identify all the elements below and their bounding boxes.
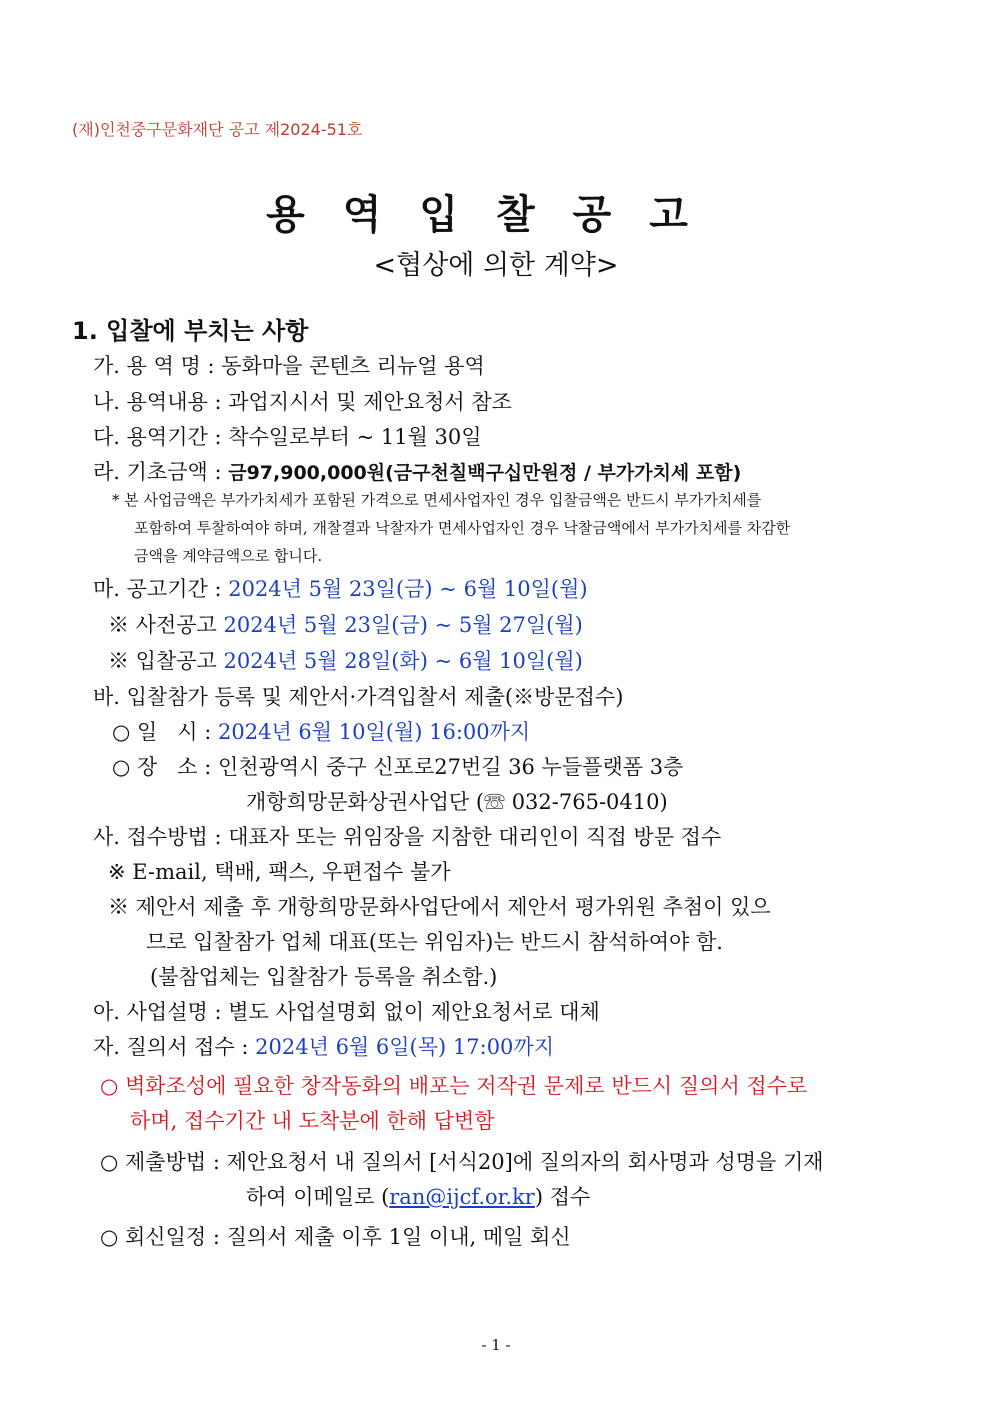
item-registration-place-detail: 개항희망문화상권사업단 (☏ 032-765-0410) [246,790,668,814]
inquiry-submit-text-a: 하여 이메일로 ( [246,1185,390,1209]
item-submission-method: 사. 접수방법 : 대표자 또는 위임장을 지참한 대리인이 직접 방문 접수 [93,825,722,849]
item-service-name: 가. 용 역 명 : 동화마을 콘텐츠 리뉴얼 용역 [93,354,485,378]
notice-period-value: 2024년 5월 23일(금) ~ 6월 10일(월) [228,577,588,601]
notice-period-label: 마. 공고기간 : [93,577,229,601]
base-amount-value: 금97,900,000원(금구천칠백구십만원정 / 부가가치세 포함) [228,462,742,484]
item-business-briefing: 아. 사업설명 : 별도 사업설명회 없이 제안요청서로 대체 [93,1000,600,1024]
base-amount-note [112,486,790,570]
inquiry-value: 2024년 6월 6일(목) 17:00까지 [255,1035,554,1059]
pre-notice-label: ※ 사전공고 [108,613,224,637]
item-pre-notice [108,609,583,639]
submission-note-2b: 므로 입찰참가 업체 대표(또는 위임자)는 반드시 참석하여야 함. [146,930,723,954]
submission-note-2c: (불참업체는 입찰참가 등록을 취소함.) [150,965,498,989]
submission-note-1: ※ E-mail, 택배, 팩스, 우편접수 불가 [108,860,451,884]
notice-number: (재)인천중구문화재단 공고 제2024-51호 [72,120,363,139]
item-bid-notice [108,645,583,675]
note-line-1: * 본 사업금액은 부가가치세가 포함된 가격으로 면세사업자인 경우 입찰금액은 반드시 부가가치세를 [112,491,762,509]
page-number: - 1 - [481,1336,511,1354]
pre-notice-value: 2024년 5월 23일(금) ~ 5월 27일(월) [223,613,583,637]
inquiry-submit-text-b: ) 접수 [534,1185,591,1209]
section-heading: 1. 입찰에 부치는 사항 [72,317,309,345]
inquiry-submit-method-2 [246,1181,590,1211]
base-amount-label: 라. 기초금액 : [93,460,229,484]
inquiry-reply-schedule: ○ 회신일정 : 질의서 제출 이후 1일 이내, 메일 회신 [100,1225,571,1249]
inquiry-email-link[interactable]: ran@ijcf.or.kr [389,1185,535,1209]
item-registration-time [112,716,530,746]
page-title: 용역입찰공고 [266,192,726,238]
inquiry-warning-2: 하며, 접수기간 내 도착분에 한해 답변함 [130,1109,495,1133]
item-registration-place: ○ 장 소 : 인천광역시 중구 신포로27번길 36 누들플랫폼 3층 [112,755,684,779]
item-notice-period [93,573,588,603]
item-base-amount [93,456,741,486]
item-service-content: 나. 용역내용 : 과업지시서 및 제안요청서 참조 [93,390,512,414]
item-service-period: 다. 용역기간 : 착수일로부터 ~ 11월 30일 [93,425,482,449]
registration-time-value: 2024년 6월 10일(월) 16:00까지 [218,720,531,744]
note-line-3: 금액을 계약금액으로 합니다. [134,547,323,565]
registration-time-label: ○ 일 시 : [112,720,219,744]
note-line-2: 포함하여 투찰하여야 하며, 개찰결과 낙찰자가 면세사업자인 경우 낙찰금액에서 부가가치세를 차감한 [134,519,791,537]
submission-note-2a: ※ 제안서 제출 후 개항희망문화사업단에서 제안서 평가위원 추첨이 있으 [108,895,771,919]
item-inquiry [93,1031,554,1061]
inquiry-submit-method: ○ 제출방법 : 제안요청서 내 질의서 [서식20]에 질의자의 회사명과 성명을 기재 [100,1150,824,1174]
bid-notice-value: 2024년 5월 28일(화) ~ 6월 10일(월) [223,649,583,673]
item-registration: 바. 입찰참가 등록 및 제안서·가격입찰서 제출(※방문접수) [93,685,624,709]
bid-notice-label: ※ 입찰공고 [108,649,224,673]
inquiry-warning-1: ○ 벽화조성에 필요한 창작동화의 배포는 저작권 문제로 반드시 질의서 접수로 [100,1074,808,1098]
inquiry-label: 자. 질의서 접수 : [93,1035,256,1059]
page-subtitle: <협상에 의한 계약> [373,250,619,281]
